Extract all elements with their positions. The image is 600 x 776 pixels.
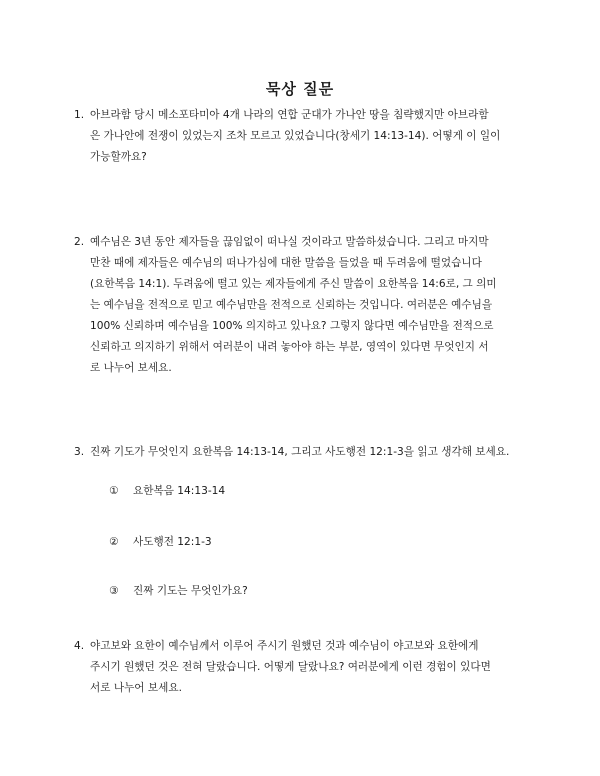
question-line: 서로 나누어 보세요. — [90, 682, 182, 694]
question-line: (요한복음 14:1). 두려움에 떨고 있는 제자들에게 주신 말씀이 요한복음 14:6로, 그 의미 — [90, 278, 497, 290]
subitem-text: 요한복음 14:13-14 — [133, 485, 226, 497]
subitem-1 — [109, 483, 225, 499]
question-line: 진짜 기도가 무엇인지 요한복음 14:13-14, 그리고 사도행전 12:1-3을 읽고 생각해 보세요. — [90, 446, 510, 458]
subitem-text: 사도행전 12:1-3 — [133, 536, 212, 548]
question-line: 는 예수님을 전적으로 믿고 예수님만을 전적으로 신뢰하는 것입니다. 여러분은 예수님을 — [90, 299, 493, 311]
question-line: 아브라함 당시 메소포타미아 4개 나라의 연합 군대가 가나안 땅을 침략했지만 아브라함 — [90, 109, 489, 121]
question-line: 만찬 때에 제자들은 예수님의 떠나가심에 대한 말씀을 들었을 때 두려움에 떨었습니다 — [90, 257, 482, 269]
question-line: 신뢰하고 의지하기 위해서 여러분이 내려 놓아야 하는 부분, 영역이 있다면 무엇인지 서 — [90, 341, 489, 353]
question-text — [90, 636, 544, 699]
question-text — [90, 105, 544, 168]
subitem-2 — [109, 534, 212, 550]
question-text — [90, 232, 544, 379]
question-3 — [74, 442, 544, 463]
circled-number: ① — [109, 485, 119, 497]
page-title: 묵상 질문 — [265, 80, 335, 98]
circled-number: ② — [109, 536, 119, 548]
question-line: 가능할까요? — [90, 151, 147, 163]
question-number: 2. — [74, 236, 85, 248]
question-line: 예수님은 3년 동안 제자들을 끊임없이 떠나실 것이라고 말씀하셨습니다. 그리고 마지막 — [90, 236, 489, 248]
question-1 — [74, 105, 544, 168]
circled-number: ③ — [109, 585, 119, 597]
question-line: 로 나누어 보세요. — [90, 362, 172, 374]
subitem-text: 진짜 기도는 무엇인가요? — [133, 585, 248, 597]
question-line: 야고보와 요한이 예수님께서 이루어 주시기 원했던 것과 예수님이 야고보와 요한에게 — [90, 640, 479, 652]
question-2 — [74, 232, 544, 379]
question-text — [90, 442, 544, 463]
subitem-3 — [109, 583, 248, 599]
question-line: 100% 신뢰하며 예수님을 100% 의지하고 있나요? 그렇지 않다면 예수님만을 전적으로 — [90, 320, 494, 332]
question-number: 1. — [74, 109, 85, 121]
question-4 — [74, 636, 544, 699]
question-number: 4. — [74, 640, 85, 652]
question-line: 은 가나안에 전쟁이 있었는지 조차 모르고 있었습니다(창세기 14:13-14). 어떻게 이 일이 — [90, 130, 501, 142]
question-line: 주시기 원했던 것은 전혀 달랐습니다. 어떻게 달랐나요? 여러분에게 이런 경험이 있다면 — [90, 661, 491, 673]
question-number: 3. — [74, 446, 85, 458]
